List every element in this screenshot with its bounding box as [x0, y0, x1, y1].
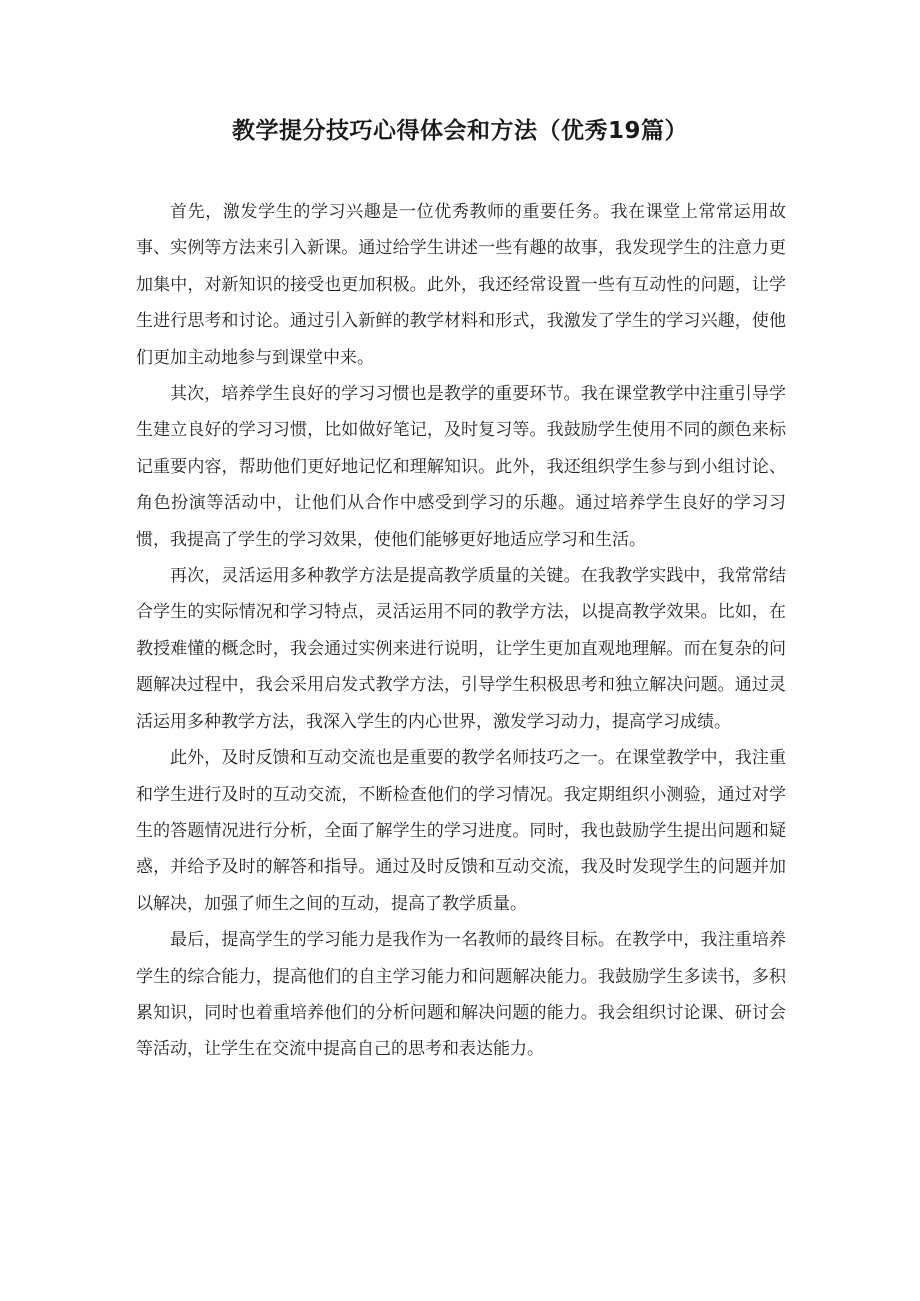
- document-body: [136, 194, 786, 1068]
- paragraph: 最后，提高学生的学习能力是我作为一名教师的最终目标。在教学中，我注重培养学生的综合能力，提高他们的自主学习能力和问题解决能力。我鼓励学生多读书，多积累知识，同时也着重培养他们的分析问题和解决问题的能力。我会组织讨论课、研讨会等活动，让学生在交流中提高自己的思考和表达能力。: [136, 930, 786, 1060]
- paragraph: 首先，激发学生的学习兴趣是一位优秀教师的重要任务。我在课堂上常常运用故事、实例等方法来引入新课。通过给学生讲述一些有趣的故事，我发现学生的注意力更加集中，对新知识的接受也更加积极。此外，我还经常设置一些有互动性的问题，让学生进行思考和讨论。通过引入新鲜的教学材料和形式，我激发了学生的学习兴趣，使他们更加主动地参与到课堂中来。: [136, 202, 786, 368]
- document-title: 教学提分技巧心得体会和方法（优秀19篇）: [231, 118, 688, 144]
- paragraph: 其次，培养学生良好的学习习惯也是教学的重要环节。我在课堂教学中注重引导学生建立良好的学习习惯，比如做好笔记，及时复习等。我鼓励学生使用不同的颜色来标记重要内容，帮助他们更好地记忆和理解知识。此外，我还组织学生参与到小组讨论、角色扮演等活动中，让他们从合作中感受到学习的乐趣。通过培养学生良好的学习习惯，我提高了学生的学习效果，使他们能够更好地适应学习和生活。: [136, 384, 786, 550]
- paragraph: 此外，及时反馈和互动交流也是重要的教学名师技巧之一。在课堂教学中，我注重和学生进行及时的互动交流，不断检查他们的学习情况。我定期组织小测验，通过对学生的答题情况进行分析，全面了解学生的学习进度。同时，我也鼓励学生提出问题和疑惑，并给予及时的解答和指导。通过及时反馈和互动交流，我及时发现学生的问题并加以解决，加强了师生之间的互动，提高了教学质量。: [136, 748, 786, 914]
- paragraph: 再次，灵活运用多种教学方法是提高教学质量的关键。在我教学实践中，我常常结合学生的实际情况和学习特点，灵活运用不同的教学方法，以提高教学效果。比如，在教授难懂的概念时，我会通过实例来进行说明，让学生更加直观地理解。而在复杂的问题解决过程中，我会采用启发式教学方法，引导学生积极思考和独立解决问题。通过灵活运用多种教学方法，我深入学生的内心世界，激发学习动力，提高学习成绩。: [136, 566, 786, 732]
